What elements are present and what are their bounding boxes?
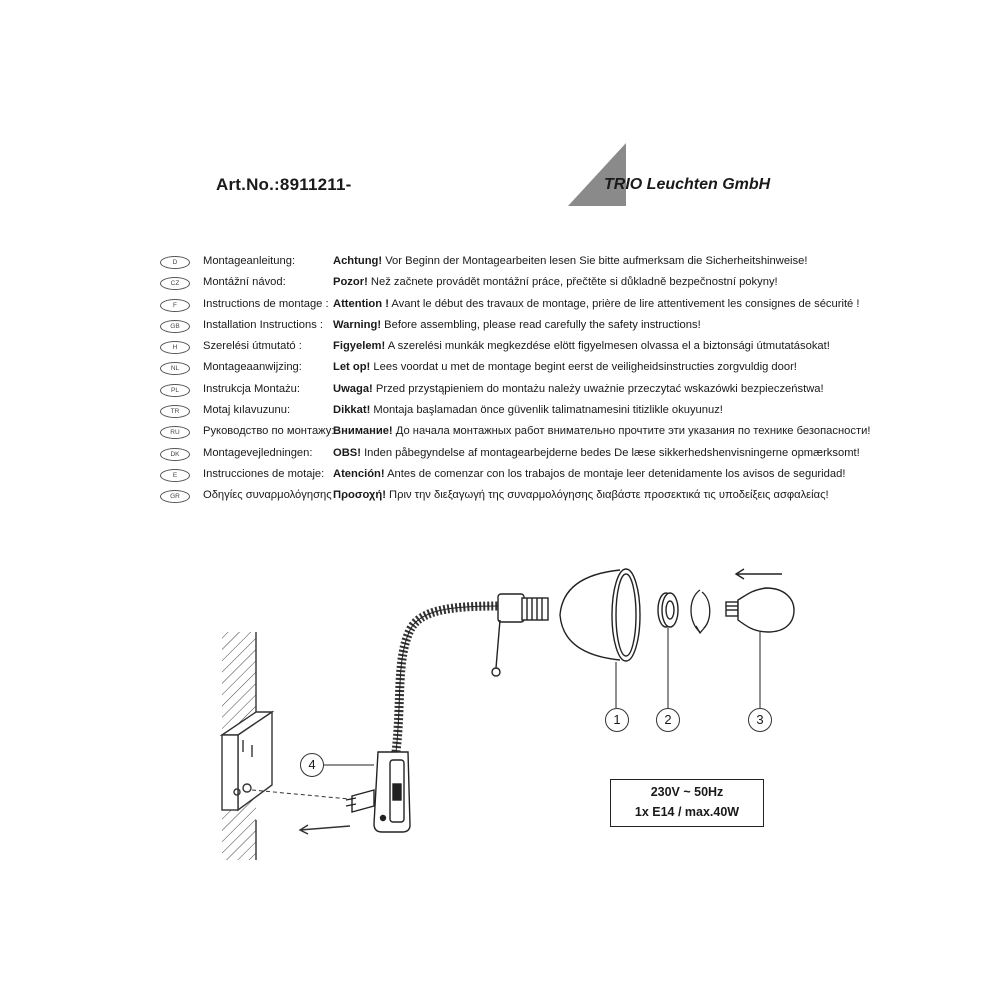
safety-instructions-list: [160, 251, 871, 507]
assembly-direction-arrow: [736, 569, 782, 579]
language-code-badge: D: [160, 256, 190, 269]
lamp-socket-illustration: [492, 594, 548, 676]
language-code-badge: H: [160, 341, 190, 354]
part-callout-3: 3: [748, 708, 772, 732]
assembly-diagram: [0, 540, 1000, 900]
light-bulb-illustration: [726, 588, 794, 632]
instruction-row: [160, 315, 860, 336]
instruction-warning: Внимание! До начала монтажных работ внимательно прочтите эти указания по технике безопасности!: [333, 425, 871, 438]
instruction-row: [160, 251, 860, 272]
lamp-shade-illustration: [560, 569, 640, 661]
instruction-row: [160, 400, 860, 421]
instruction-warning: Figyelem! A szerelési munkák megkezdése elött figyelmesen olvassa el a biztonsági útmutatásokat!: [333, 340, 830, 353]
instruction-warning: Προσοχή! Πριν την διεξαγωγή της συναρμολόγησης διαβάστε προσεκτικά τις υποδείξεις ασφαλείας!: [333, 489, 829, 502]
language-code-badge: GR: [160, 490, 190, 503]
instruction-row: [160, 336, 860, 357]
instruction-warning: Let op! Lees voordat u met de montage begint eerst de veiligheidsinstructies zorgvuldig door!: [333, 361, 797, 374]
instruction-row: [160, 485, 860, 506]
instruction-title: Montageaanwijzing:: [203, 361, 302, 374]
voltage-spec: 230V ~ 50Hz: [650, 785, 724, 799]
instruction-title: Οδηγίες συναρμολόγησης: [203, 489, 332, 502]
electrical-spec-box: [610, 779, 764, 827]
part-callout-1: 1: [605, 708, 629, 732]
language-code-badge: F: [160, 299, 190, 312]
instruction-title: Montážní návod:: [203, 276, 286, 289]
part-callout-4: 4: [300, 753, 324, 777]
instruction-warning: Achtung! Vor Beginn der Montagearbeiten lesen Sie bitte aufmerksam die Sicherheitshinweise!: [333, 255, 808, 267]
language-code-badge: RU: [160, 426, 190, 439]
instruction-row: [160, 443, 860, 464]
part-callout-2: 2: [656, 708, 680, 732]
instruction-title: Szerelési útmutató :: [203, 340, 302, 353]
instruction-row: [160, 464, 860, 485]
instruction-warning: Attention ! Avant le début des travaux de montage, prière de lire attentivement les consignes de sécurité !: [333, 297, 860, 310]
instruction-title: Motaj kılavuzunu:: [203, 404, 291, 417]
plug-switch-illustration: [346, 752, 410, 832]
instruction-warning: Dikkat! Montaja başlamadan önce güvenlik talimatnamesini titizlikle okuyunuz!: [333, 404, 723, 417]
instruction-warning: Warning! Before assembling, please read carefully the safety instructions!: [333, 318, 701, 331]
instruction-title: Installation Instructions :: [203, 318, 324, 331]
plug-direction-line: [252, 790, 360, 800]
instruction-title: Montagevejledningen:: [203, 446, 313, 459]
instruction-row: [160, 379, 860, 400]
instruction-row: [160, 272, 860, 293]
language-code-badge: E: [160, 469, 190, 482]
instruction-warning: OBS! Inden påbegyndelse af montagearbejderne bedes De læse sikkerhedshenvisningerne opmærksomt!: [333, 446, 860, 459]
instruction-warning: Pozor! Než začnete provádět montážní práce, přečtěte si důkladně bezpečnostní pokyny!: [333, 276, 778, 289]
instruction-warning: Atención! Antes de comenzar con los trabajos de montaje leer detenidamente los avisos de seguridad!: [333, 467, 846, 480]
bulb-spec: 1x E14 / max.40W: [634, 805, 740, 819]
language-code-badge: CZ: [160, 277, 190, 290]
instruction-row: [160, 421, 871, 442]
article-number: Art.No.:8911211-: [216, 175, 352, 194]
language-code-badge: NL: [160, 362, 190, 375]
instruction-title: Руководство по монтажу:: [203, 425, 335, 438]
plug-arrow: [300, 825, 350, 834]
language-code-badge: DK: [160, 448, 190, 461]
instruction-title: Instructions de montage :: [203, 297, 329, 310]
company-name: TRIO Leuchten GmbH: [604, 176, 771, 193]
instruction-warning: Uwaga! Przed przystąpieniem do montażu należy uważnie przeczytać wskazówki bezpieczeństwa!: [333, 382, 824, 395]
logo-triangle: [568, 143, 626, 206]
instruction-title: Montageanleitung:: [203, 255, 296, 267]
language-code-badge: GB: [160, 320, 190, 333]
rotation-arrow-icon: [691, 590, 710, 633]
language-code-badge: TR: [160, 405, 190, 418]
instruction-title: Instrukcja Montażu:: [203, 382, 301, 395]
instruction-row: [160, 294, 860, 315]
instruction-row: [160, 357, 860, 378]
language-code-badge: PL: [160, 384, 190, 397]
instruction-title: Instrucciones de motaje:: [203, 467, 325, 480]
ring-nut-illustration: [658, 593, 678, 627]
